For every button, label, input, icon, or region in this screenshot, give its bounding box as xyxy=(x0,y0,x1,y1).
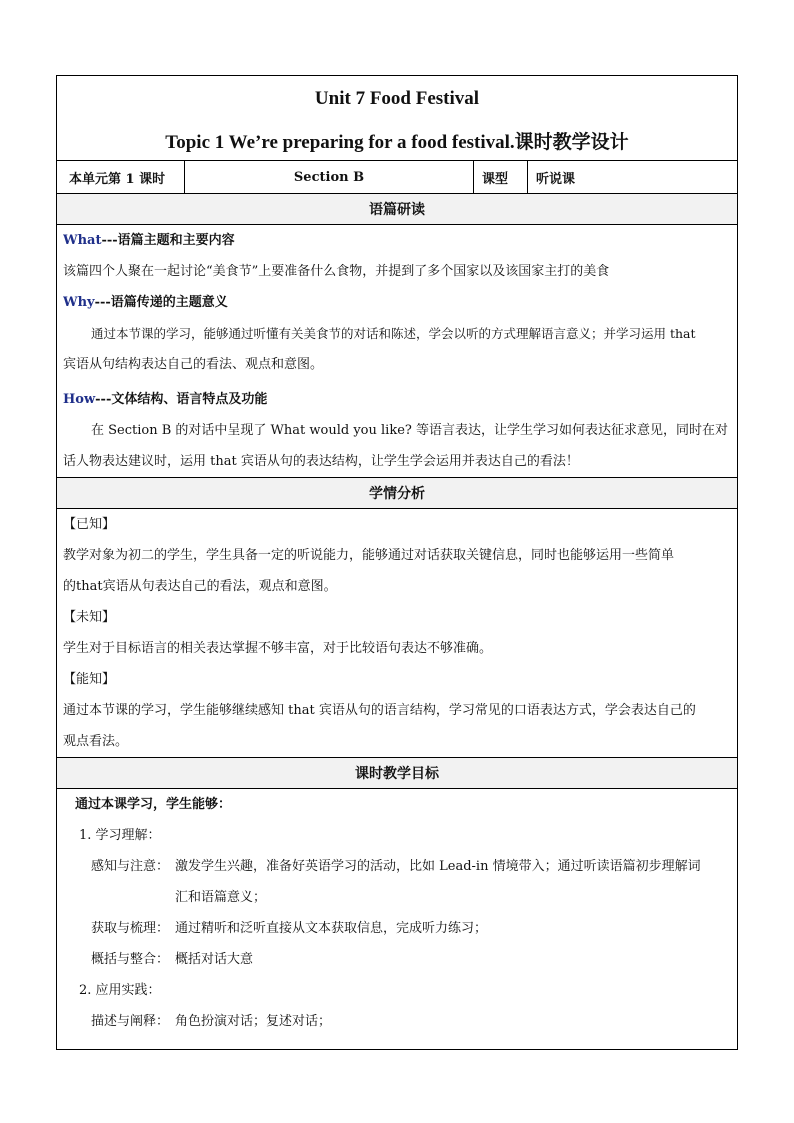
how-text-line1: 在 Section B 的对话中呈现了 What would you like? 等语言表达，让学生学习如何表达征求意见，同时在对 xyxy=(91,423,728,438)
acquire-text: 通过精听和泛听直接从文本获取信息，完成听力练习； xyxy=(175,921,488,936)
able-text-line2: 观点看法。 xyxy=(63,734,129,749)
acquire-label: 获取与梳理： xyxy=(91,921,170,936)
known-text-line1: 教学对象为初二的学生，学生具备一定的听说能力，能够通过对话获取关键信息，同时也能够运用一些简单 xyxy=(63,548,675,563)
section-cell: Section B xyxy=(185,161,474,193)
what-heading xyxy=(63,225,731,256)
how-key: How xyxy=(63,392,96,407)
type-value-cell: 听说课 xyxy=(536,171,576,187)
topic-title: Topic 1 We’re preparing for a food festival.课时教学设计 xyxy=(165,132,629,153)
able-label: 【能知】 xyxy=(63,672,116,687)
why-text-line2: 宾语从句结构表达自己的看法、观点和意图。 xyxy=(63,357,324,372)
perceive-label: 感知与注意： xyxy=(91,859,170,874)
goals-heading: 课时教学目标 xyxy=(57,757,737,789)
goal-item-2: 2. 应用实践： xyxy=(79,983,161,998)
unknown-label: 【未知】 xyxy=(63,610,116,625)
title-block xyxy=(57,76,737,161)
goals-intro: 通过本课学习，学生能够： xyxy=(75,797,232,812)
why-text-line1: 通过本节课的学习，能够通过听懂有关美食节的对话和陈述，学会以听的方式理解语言意义；并学习运用 that xyxy=(91,326,696,341)
type-label-cell: 课型 xyxy=(474,161,528,193)
perceive-text-line2: 汇和语篇意义； xyxy=(175,890,267,905)
lesson-plan-table xyxy=(56,75,738,1050)
describe-label: 描述与阐释： xyxy=(91,1014,170,1029)
perceive-row-cont xyxy=(63,882,731,913)
able-text-line1: 通过本节课的学习，学生能够继续感知 that 宾语从句的语言结构，学习常见的口语表达方式，学会表达自己的 xyxy=(63,703,696,718)
period-cell: 本单元第 1 课时 xyxy=(57,161,185,193)
how-heading xyxy=(63,384,731,415)
what-key: What xyxy=(63,233,102,248)
unknown-text: 学生对于目标语言的相关表达掌握不够丰富，对于比较语句表达不够准确。 xyxy=(63,641,493,656)
what-text: 该篇四个人聚在一起讨论“美食节”上要准备什么食物，并提到了多个国家以及该国家主打的美食 xyxy=(63,264,610,279)
goal-item-1: 1. 学习理解： xyxy=(79,828,161,843)
why-key: Why xyxy=(63,295,95,310)
known-text-line2: 的that宾语从句表达自己的看法，观点和意图。 xyxy=(63,579,337,594)
reading-heading: 语篇研读 xyxy=(57,194,737,225)
meta-row xyxy=(57,161,737,194)
perceive-row xyxy=(63,851,731,882)
summary-text: 概括对话大意 xyxy=(175,952,254,967)
summary-label: 概括与整合： xyxy=(91,952,170,967)
summary-row xyxy=(63,944,731,975)
why-heading xyxy=(63,287,731,318)
how-title: ---文体结构、语言特点及功能 xyxy=(95,392,268,407)
reading-section xyxy=(57,225,737,477)
what-title: ---语篇主题和主要内容 xyxy=(101,233,235,248)
goals-section xyxy=(57,789,737,1037)
why-title: ---语篇传递的主题意义 xyxy=(94,295,228,310)
analysis-heading: 学情分析 xyxy=(57,477,737,509)
how-text-line2: 话人物表达建议时，运用 that 宾语从句的表达结构，让学生学会运用并表达自己的看法！ xyxy=(63,454,579,469)
acquire-row xyxy=(63,913,731,944)
describe-row xyxy=(63,1006,731,1037)
known-label: 【已知】 xyxy=(63,517,116,532)
describe-text: 角色扮演对话；复述对话； xyxy=(175,1014,332,1029)
analysis-section xyxy=(57,509,737,757)
perceive-text-line1: 激发学生兴趣，准备好英语学习的活动，比如 Lead-in 情境带入；通过听读语篇初步理解词 xyxy=(175,859,701,874)
unit-title: Unit 7 Food Festival xyxy=(314,88,480,109)
